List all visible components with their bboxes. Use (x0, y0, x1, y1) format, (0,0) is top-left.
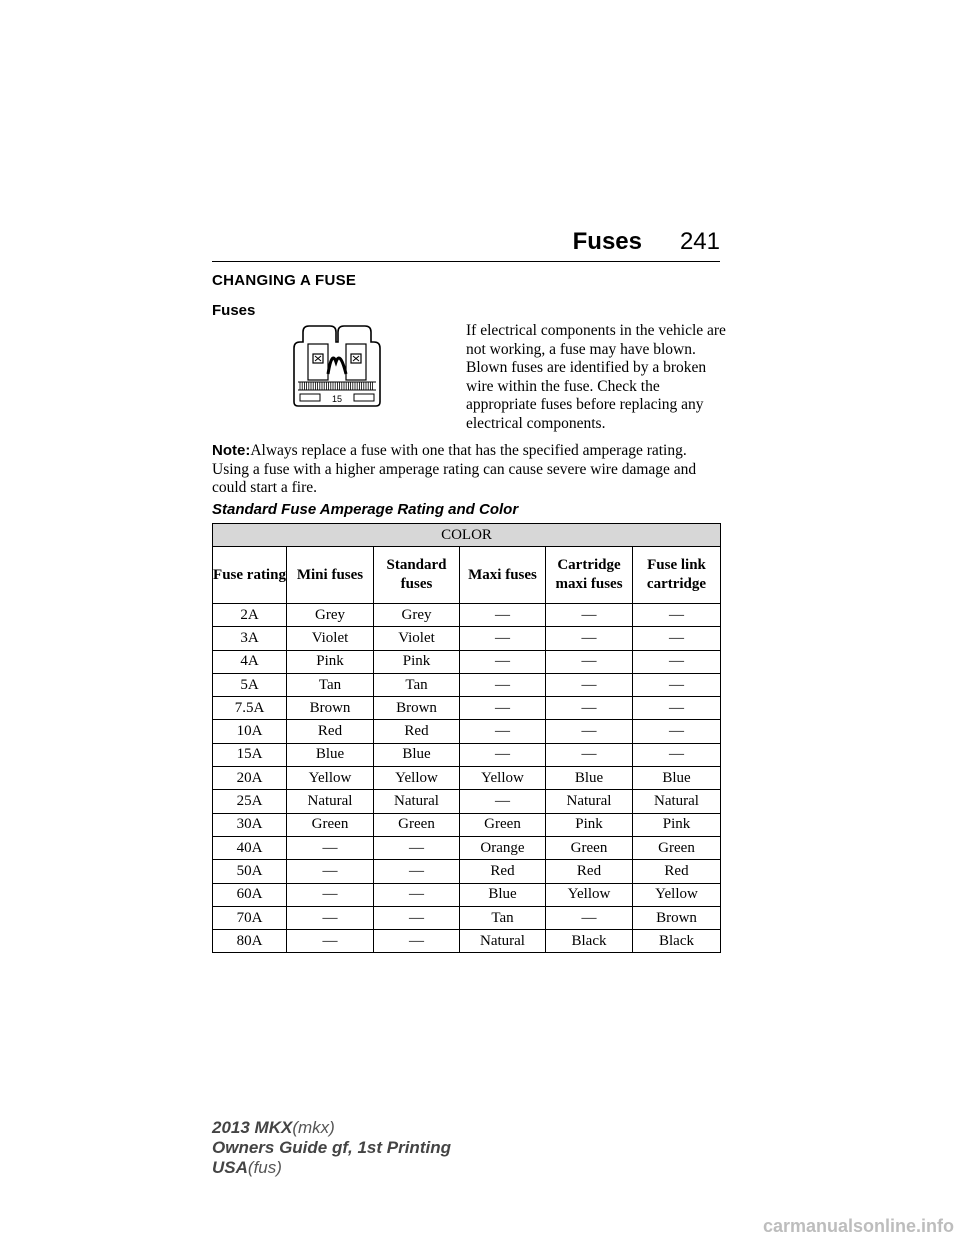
table-cell: — (460, 720, 546, 743)
table-cell: — (287, 883, 374, 906)
table-cell: Green (633, 836, 721, 859)
table-row (213, 673, 721, 696)
table-cell: — (374, 860, 460, 883)
table-cell: 5A (213, 673, 287, 696)
column-header: Maxi fuses (460, 547, 546, 604)
column-header: Fuse link cartridge (633, 547, 721, 604)
table-cell: Pink (287, 650, 374, 673)
subsection-heading: Fuses (212, 302, 256, 319)
header-divider (212, 261, 720, 262)
column-header: Standard fuses (374, 547, 460, 604)
table-cell: — (633, 604, 721, 627)
table-cell: — (287, 836, 374, 859)
table-row (213, 604, 721, 627)
footer-model: 2013 MKX (212, 1118, 293, 1137)
table-cell: Brown (633, 906, 721, 929)
table-cell: — (460, 697, 546, 720)
table-cell: — (460, 673, 546, 696)
table-cell: — (460, 790, 546, 813)
table-cell: Blue (287, 743, 374, 766)
table-cell: Violet (374, 627, 460, 650)
table-cell: — (633, 743, 721, 766)
table-row (213, 813, 721, 836)
table-cell: Pink (374, 650, 460, 673)
table-cell: 50A (213, 860, 287, 883)
table-cell: 7.5A (213, 697, 287, 720)
table-group-header: COLOR (213, 524, 721, 547)
table-cell: 60A (213, 883, 287, 906)
document-footer (212, 1118, 451, 1178)
footer-market-code: (fus) (247, 1158, 282, 1177)
table-cell: — (546, 650, 633, 673)
table-cell: Natural (633, 790, 721, 813)
table-cell: — (460, 650, 546, 673)
table-cell: Blue (374, 743, 460, 766)
table-cell: — (374, 883, 460, 906)
table-cell: — (546, 673, 633, 696)
table-cell: Pink (633, 813, 721, 836)
table-cell: Red (287, 720, 374, 743)
table-cell: — (374, 836, 460, 859)
footer-market: USA (212, 1158, 248, 1177)
table-cell: Red (546, 860, 633, 883)
table-cell: Grey (374, 604, 460, 627)
table-cell: Tan (287, 673, 374, 696)
table-cell: Tan (374, 673, 460, 696)
fuse-rating-label: 15 (331, 394, 343, 404)
table-cell: Tan (460, 906, 546, 929)
table-cell: — (546, 604, 633, 627)
table-cell: 25A (213, 790, 287, 813)
table-cell: Brown (287, 697, 374, 720)
table-row (213, 906, 721, 929)
table-cell: Green (546, 836, 633, 859)
table-cell: — (374, 930, 460, 953)
table-cell: — (546, 720, 633, 743)
table-cell: 20A (213, 767, 287, 790)
table-cell: Yellow (374, 767, 460, 790)
table-cell: Blue (546, 767, 633, 790)
table-cell: Natural (460, 930, 546, 953)
table-cell: — (633, 720, 721, 743)
table-cell: Black (633, 930, 721, 953)
column-header: Cartridge maxi fuses (546, 547, 633, 604)
section-title: Fuses (572, 228, 642, 255)
table-row (213, 627, 721, 650)
table-row (213, 930, 721, 953)
table-cell: — (546, 627, 633, 650)
table-cell: Red (633, 860, 721, 883)
page-number: 241 (679, 228, 720, 255)
column-header: Fuse rating (213, 547, 287, 604)
table-row (213, 720, 721, 743)
table-cell: — (633, 673, 721, 696)
table-row (213, 743, 721, 766)
table-cell: — (546, 697, 633, 720)
footer-model-code: (mkx) (292, 1118, 335, 1137)
table-cell: Violet (287, 627, 374, 650)
table-cell: Black (546, 930, 633, 953)
table-row (213, 697, 721, 720)
note-text: Always replace a fuse with one that has the specified amperage rating. Using a fuse with a higher amperage rating can cause severe wire damage and could start a fire. (212, 442, 697, 497)
footer-guide: Owners Guide gf, 1st Printing (212, 1138, 451, 1157)
table-cell: Green (287, 813, 374, 836)
table-cell: Natural (546, 790, 633, 813)
table-cell: Orange (460, 836, 546, 859)
table-cell: Green (374, 813, 460, 836)
table-cell: — (374, 906, 460, 929)
fuse-rating-table (212, 523, 721, 953)
table-cell: Green (460, 813, 546, 836)
table-cell: — (633, 627, 721, 650)
section-heading: CHANGING A FUSE (212, 272, 357, 289)
table-cell: Brown (374, 697, 460, 720)
table-cell: Yellow (460, 767, 546, 790)
table-row (213, 650, 721, 673)
table-cell: Yellow (546, 883, 633, 906)
table-cell: 80A (213, 930, 287, 953)
table-cell: — (460, 627, 546, 650)
table-row (213, 860, 721, 883)
blade-fuse-icon (286, 324, 386, 408)
page-header (212, 228, 720, 260)
table-cell: Natural (374, 790, 460, 813)
table-cell: — (633, 650, 721, 673)
note-paragraph (212, 442, 722, 498)
table-cell: Blue (633, 767, 721, 790)
column-header: Mini fuses (287, 547, 374, 604)
table-cell: Red (460, 860, 546, 883)
table-cell: 4A (213, 650, 287, 673)
watermark: carmanualsonline.info (762, 1216, 954, 1236)
note-label: Note: (212, 442, 251, 459)
table-cell: Blue (460, 883, 546, 906)
table-caption: Standard Fuse Amperage Rating and Color (212, 501, 519, 518)
table-cell: — (287, 930, 374, 953)
table-cell: 70A (213, 906, 287, 929)
table-cell: — (546, 743, 633, 766)
table-cell: — (546, 906, 633, 929)
table-row (213, 767, 721, 790)
table-row (213, 790, 721, 813)
table-cell: — (287, 860, 374, 883)
table-cell: — (633, 697, 721, 720)
table-cell: — (460, 604, 546, 627)
table-cell: 2A (213, 604, 287, 627)
table-row (213, 883, 721, 906)
table-cell: Yellow (633, 883, 721, 906)
table-cell: Red (374, 720, 460, 743)
table-cell: — (287, 906, 374, 929)
intro-paragraph: If electrical components in the vehicle are not working, a fuse may have blown. Blown fuses are identified by a broken wire within the fuse. Check the appropriate fuses before replacing any electrical components. (466, 322, 726, 432)
table-cell: Yellow (287, 767, 374, 790)
table-cell: 3A (213, 627, 287, 650)
table-cell: 15A (213, 743, 287, 766)
table-cell: Natural (287, 790, 374, 813)
table-cell: 10A (213, 720, 287, 743)
table-cell: Pink (546, 813, 633, 836)
table-cell: 40A (213, 836, 287, 859)
table-cell: 30A (213, 813, 287, 836)
table-row (213, 836, 721, 859)
table-cell: — (460, 743, 546, 766)
table-cell: Grey (287, 604, 374, 627)
